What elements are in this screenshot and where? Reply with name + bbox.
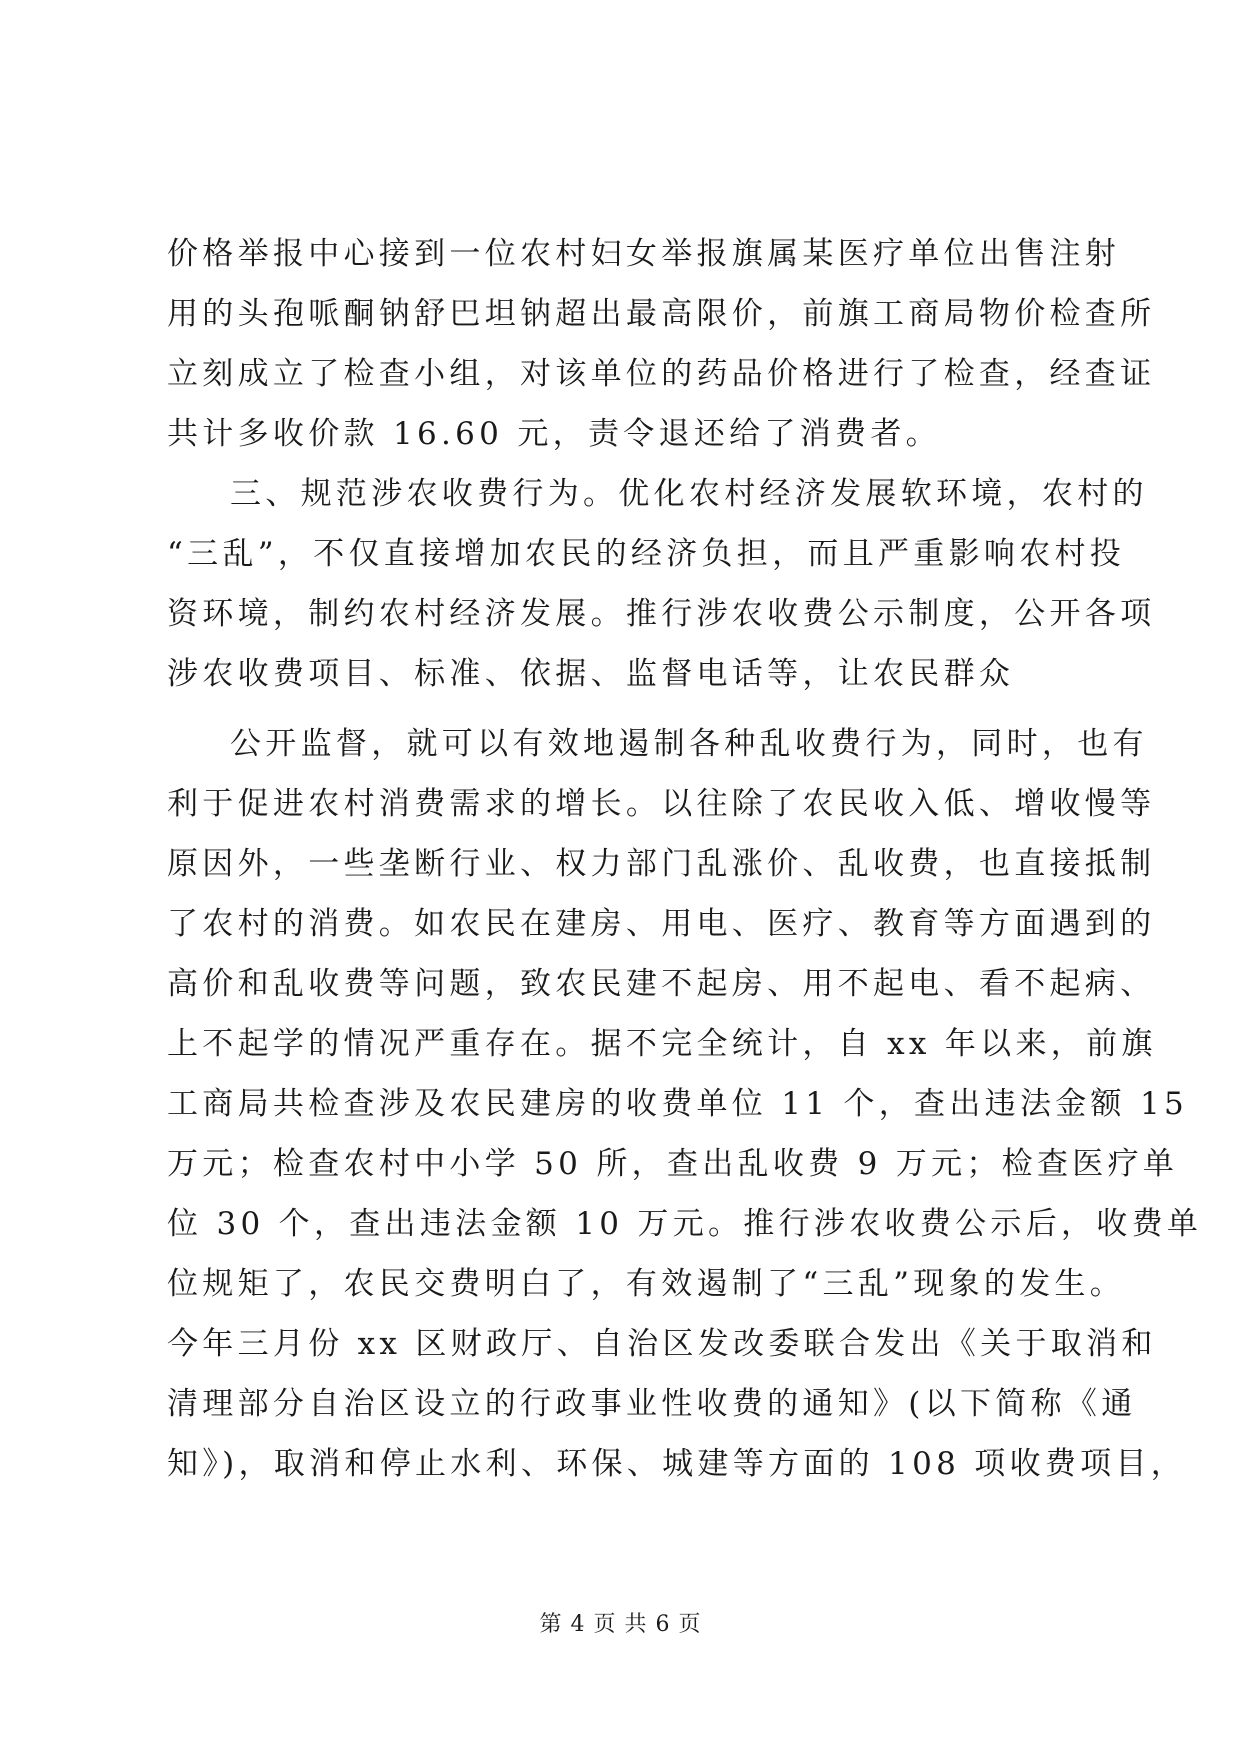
text-line: 资环境，制约农村经济发展。推行涉农收费公示制度，公开各项 bbox=[167, 596, 1156, 632]
paragraph-start-line: 公开监督，就可以有效地遏制各种乱收费行为，同时，也有 bbox=[230, 726, 1148, 762]
text-line: 高价和乱收费等问题，致农民建不起房、用不起电、看不起病、 bbox=[167, 966, 1156, 1002]
text-line: 位 30 个，查出违法金额 10 万元。推行涉农收费公示后，收费单 bbox=[167, 1206, 1203, 1242]
text-line: 工商局共检查涉及农民建房的收费单位 11 个，查出违法金额 15 bbox=[167, 1086, 1189, 1122]
section-heading-line: 三、规范涉农收费行为。优化农村经济发展软环境，农村的 bbox=[230, 476, 1148, 512]
text-line: 今年三月份 xx 区财政厅、自治区发改委联合发出《关于取消和 bbox=[167, 1326, 1157, 1362]
text-line: 价格举报中心接到一位农村妇女举报旗属某医疗单位出售注射 bbox=[167, 236, 1121, 272]
text-line: 知》)，取消和停止水利、环保、城建等方面的 108 项收费项目， bbox=[167, 1446, 1187, 1482]
text-line: 用的头孢哌酮钠舒巴坦钠超出最高限价，前旗工商局物价检查所 bbox=[167, 296, 1156, 332]
text-line: 立刻成立了检查小组，对该单位的药品价格进行了检查，经查证 bbox=[167, 356, 1156, 392]
text-line: “三乱”，不仅直接增加农民的经济负担，而且严重影响农村投 bbox=[167, 536, 1126, 572]
text-line: 上不起学的情况严重存在。据不完全统计，自 xx 年以来，前旗 bbox=[167, 1026, 1157, 1062]
text-line: 万元；检查农村中小学 50 所，查出乱收费 9 万元；检查医疗单 bbox=[167, 1146, 1179, 1182]
text-line: 涉农收费项目、标准、依据、监督电话等，让农民群众 bbox=[167, 656, 1015, 692]
text-line: 清理部分自治区设立的行政事业性收费的通知》(以下简称《通 bbox=[167, 1386, 1137, 1422]
text-line: 位规矩了，农民交费明白了，有效遏制了“三乱”现象的发生。 bbox=[167, 1266, 1126, 1302]
page-number-footer: 第 4 页 共 6 页 bbox=[539, 1612, 702, 1637]
text-line: 原因外，一些垄断行业、权力部门乱涨价、乱收费，也直接抵制 bbox=[167, 846, 1156, 882]
text-line: 利于促进农村消费需求的增长。以往除了农民收入低、增收慢等 bbox=[167, 786, 1156, 822]
text-line: 了农村的消费。如农民在建房、用电、医疗、教育等方面遇到的 bbox=[167, 906, 1156, 942]
text-line: 共计多收价款 16.60 元，责令退还给了消费者。 bbox=[167, 416, 941, 452]
